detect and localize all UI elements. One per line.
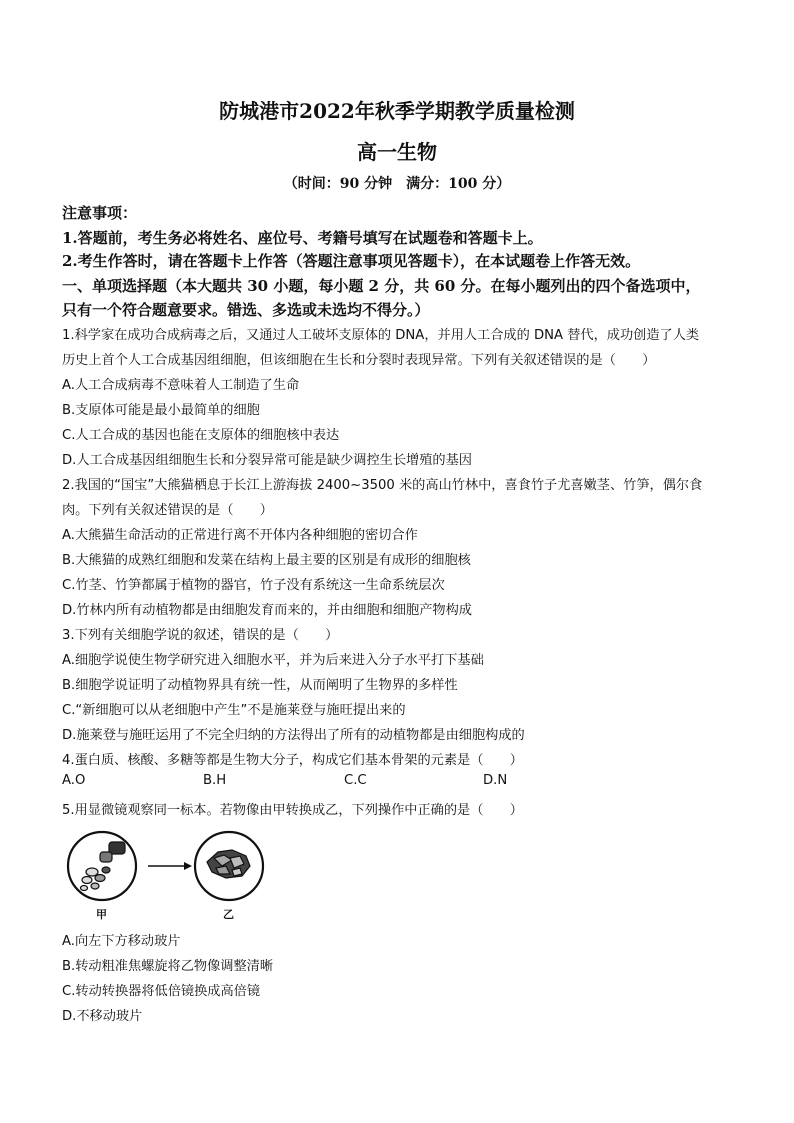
notes-heading: 注意事项： (62, 204, 138, 222)
q3-option-b: B.细胞学说证明了动植物界具有统一性，从而阐明了生物界的多样性 (62, 678, 458, 693)
microscope-diagram (62, 828, 282, 920)
q5-option-d: D.不移动玻片 (62, 1009, 143, 1024)
q2-stem-line-2: 肉。下列有关叙述错误的是（ ） (62, 503, 273, 518)
microscope-figure (62, 828, 282, 920)
q4-option-a: A.O (62, 773, 86, 788)
q1-option-a: A.人工合成病毒不意味着人工制造了生命 (62, 378, 300, 393)
q4-stem: 4.蛋白质、核酸、多糖等都是生物大分子，构成它们基本骨架的元素是（ ） (62, 753, 523, 768)
q3-option-a: A.细胞学说使生物学研究进入细胞水平，并为后来进入分子水平打下基础 (62, 653, 484, 668)
q1-option-d: D.人工合成基因组细胞生长和分裂异常可能是缺少调控生长增殖的基因 (62, 453, 472, 468)
q5-option-b: B.转动粗准焦螺旋将乙物像调整清晰 (62, 959, 274, 974)
q5-option-a: A.向左下方移动玻片 (62, 934, 181, 949)
figure-label-jia: 甲 (96, 908, 107, 921)
arrow-head-icon (184, 862, 192, 870)
q5-option-c: C.转动转换器将低倍镜换成高倍镜 (62, 984, 261, 999)
q5-stem: 5.用显微镜观察同一标本。若物像由甲转换成乙，下列操作中正确的是（ ） (62, 803, 523, 818)
q2-option-b: B.大熊猫的成熟红细胞和发菜在结构上最主要的区别是有成形的细胞核 (62, 553, 471, 568)
q1-stem-line-1: 1.科学家在成功合成病毒之后，又通过人工破坏支原体的 DNA，并用人工合成的 DNA 替代，成功创造了人类 (62, 328, 700, 343)
field-of-view-left (68, 832, 136, 900)
figure-label-yi: 乙 (223, 908, 234, 921)
q1-stem-line-2: 历史上首个人工合成基因组细胞，但该细胞在生长和分裂时表现异常。下列有关叙述错误的是（ ） (62, 353, 656, 368)
note-item-2: 2.考生作答时，请在答题卡上作答（答题注意事项见答题卡），在本试题卷上作答无效。 (62, 252, 641, 270)
q4-option-b: B.H (203, 773, 227, 788)
q4-option-d: D.N (483, 773, 508, 788)
q3-option-c: C.“新细胞可以从老细胞中产生”不是施莱登与施旺提出来的 (62, 703, 406, 718)
q2-option-c: C.竹茎、竹笋都属于植物的器官，竹子没有系统这一生命系统层次 (62, 578, 445, 593)
q2-option-d: D.竹林内所有动植物都是由细胞发育而来的，并由细胞和细胞产物构成 (62, 603, 472, 618)
q3-option-d: D.施莱登与施旺运用了不完全归纳的方法得出了所有的动植物都是由细胞构成的 (62, 728, 525, 743)
section-heading-line-2: 只有一个符合题意要求。错选、多选或未选均不得分。） (62, 301, 430, 319)
q3-stem: 3.下列有关细胞学说的叙述，错误的是（ ） (62, 628, 339, 643)
subject-title: 高一生物 (357, 140, 437, 164)
section-heading-line-1: 一、单项选择题（本大题共 30 小题，每小题 2 分，共 60 分。在每小题列出的四个备选项中， (62, 277, 701, 295)
exam-title: 防城港市2022年秋季学期教学质量检测 (219, 99, 575, 123)
q4-option-c: C.C (344, 773, 367, 788)
q1-option-c: C.人工合成的基因也能在支原体的细胞核中表达 (62, 428, 340, 443)
q2-stem-line-1: 2.我国的“国宝”大熊猫栖息于长江上游海拔 2400~3500 米的高山竹林中，喜食竹子尤喜嫩茎、竹笋，偶尔食 (62, 478, 703, 493)
note-item-1: 1.答题前，考生务必将姓名、座位号、考籍号填写在试题卷和答题卡上。 (62, 229, 543, 247)
exam-meta: （时间：90 分钟 满分：100 分） (283, 176, 511, 192)
q1-option-b: B.支原体可能是最小最简单的细胞 (62, 403, 260, 418)
q2-option-a: A.大熊猫生命活动的正常进行离不开体内各种细胞的密切合作 (62, 528, 418, 543)
